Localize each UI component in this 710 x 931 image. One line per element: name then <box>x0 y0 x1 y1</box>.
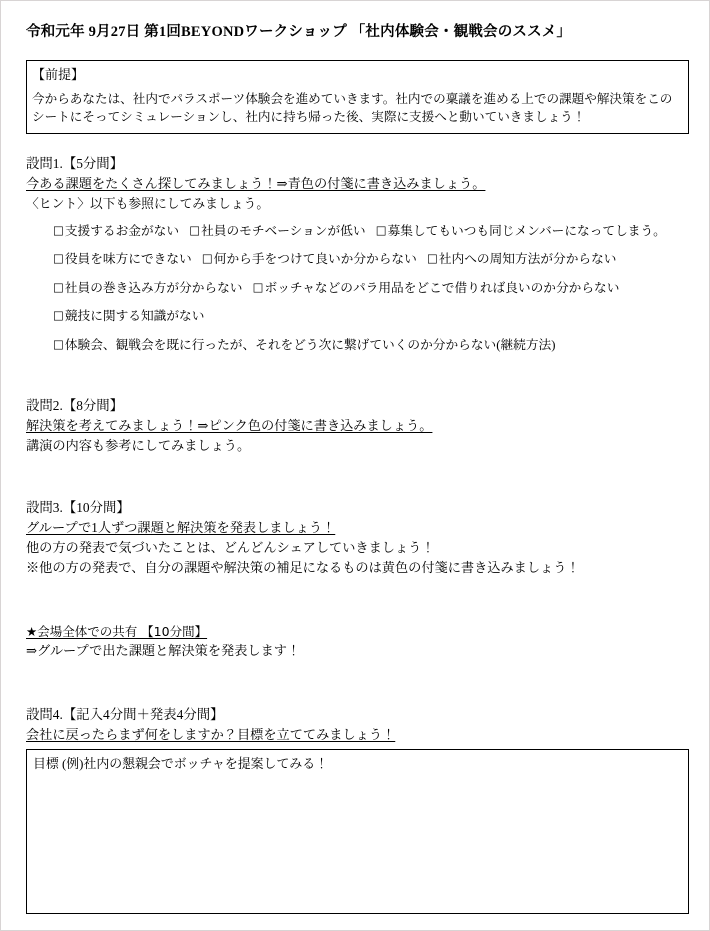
checklist-item[interactable] <box>427 252 617 266</box>
answer-input-box[interactable] <box>26 749 689 914</box>
checkbox-icon[interactable]: □ <box>53 308 64 323</box>
checklist-item[interactable] <box>53 338 555 352</box>
sharing-line: ⇒グループで出た課題と解決策を発表します！ <box>26 643 301 659</box>
checklist-item-label: ボッチャなどのパラ用品をどこで借りれば良いのか分からない <box>264 280 620 295</box>
checkbox-icon[interactable]: □ <box>201 251 213 266</box>
premise-heading: 【前提】 <box>32 67 85 82</box>
checklist-row <box>26 222 689 240</box>
checklist-item[interactable] <box>53 309 204 323</box>
question-2-instruction: 解決策を考えてみましょう！⇒ピンク色の付箋に書き込みましょう。 <box>26 418 433 434</box>
checklist-row <box>26 336 689 354</box>
question-4-heading: 設問4.【記入4分間＋発表4分間】 <box>26 707 224 723</box>
checklist-item-label: 社内への周知方法が分からない <box>438 252 617 267</box>
checklist-row <box>26 250 689 268</box>
premise-body: 今からあなたは、社内でパラスポーツ体験会を進めていきます。社内での稟議を進める上での課題や解決策をこのシートにそってシミュレーションし、社内に持ち帰った後、実際に支援へと動いていきましょう！ <box>32 91 673 124</box>
question-2-heading: 設問2.【8分間】 <box>26 397 124 413</box>
question-3-heading: 設問3.【10分間】 <box>26 500 130 516</box>
checkbox-icon[interactable]: □ <box>53 336 64 351</box>
question-1-checklist <box>26 222 689 354</box>
checklist-item[interactable] <box>253 281 620 295</box>
question-2-block <box>26 396 689 456</box>
checklist-item[interactable] <box>53 224 179 238</box>
answer-example-text: 目標 (例)社内の懇親会でボッチャを提案してみる！ <box>33 756 329 771</box>
question-1-instruction: 今ある課題をたくさん探してみましょう！⇒青色の付箋に書き込みましょう。 <box>26 175 486 191</box>
question-3-instruction: グループで1人ずつ課題と解決策を発表しましょう！ <box>26 520 336 536</box>
question-4-block <box>26 705 689 913</box>
sharing-heading: ★会場全体での共有 【10分間】 <box>26 623 208 639</box>
checklist-row <box>26 279 689 297</box>
checklist-item-label: 何から手をつけて良いか分からない <box>213 252 417 267</box>
question-1-block <box>26 154 689 354</box>
checklist-item-label: 募集してもいつも同じメンバーになってしまう。 <box>387 223 666 238</box>
question-3-line-2: 他の方の発表で気づいたことは、どんどんシェアしていきましょう！ <box>26 540 435 556</box>
checklist-item[interactable] <box>53 252 192 266</box>
page-title: 令和元年 9月27日 第1回BEYONDワークショップ 「社内体験会・観戦会のススメ」 <box>26 24 572 40</box>
question-2-note: 講演の内容も参考にしてみましょう。 <box>26 438 251 454</box>
premise-box <box>26 60 689 134</box>
checklist-item-label: 社員の巻き込み方が分からない <box>64 280 243 295</box>
checkbox-icon[interactable]: □ <box>53 279 64 294</box>
checklist-item-label: 競技に関する知識がない <box>64 309 205 324</box>
checklist-item-label: 支援するお金がない <box>64 223 180 238</box>
document-content <box>26 1 689 914</box>
checkbox-icon[interactable]: □ <box>252 279 264 294</box>
question-1-heading: 設問1.【5分間】 <box>26 155 124 171</box>
sharing-block <box>26 623 689 662</box>
question-3-block <box>26 498 689 578</box>
checklist-item[interactable] <box>376 224 666 238</box>
checkbox-icon[interactable]: □ <box>53 251 64 266</box>
checklist-item-label: 体験会、観戦会を既に行ったが、それをどう次に繋げていくのか分からない(継続方法) <box>64 337 556 352</box>
checklist-item-label: 役員を味方にできない <box>64 252 192 267</box>
checkbox-icon[interactable]: □ <box>53 222 64 237</box>
question-1-hint: 〈ヒント〉以下も参照にしてみましょう。 <box>26 196 270 211</box>
question-3-line-3: ※他の方の発表で、自分の課題や解決策の補足になるものは黄色の付箋に書き込みましょう！ <box>26 560 580 576</box>
checkbox-icon[interactable]: □ <box>189 222 201 237</box>
checkbox-icon[interactable]: □ <box>426 251 438 266</box>
checklist-row <box>26 307 689 325</box>
checklist-item[interactable] <box>53 281 243 295</box>
checklist-item-label: 社員のモチベーションが低い <box>201 223 366 238</box>
question-4-instruction: 会社に戻ったらまず何をしますか？目標を立ててみましょう！ <box>26 727 396 743</box>
checklist-item[interactable] <box>189 224 365 238</box>
checklist-item[interactable] <box>202 252 417 266</box>
checkbox-icon[interactable]: □ <box>375 222 387 237</box>
